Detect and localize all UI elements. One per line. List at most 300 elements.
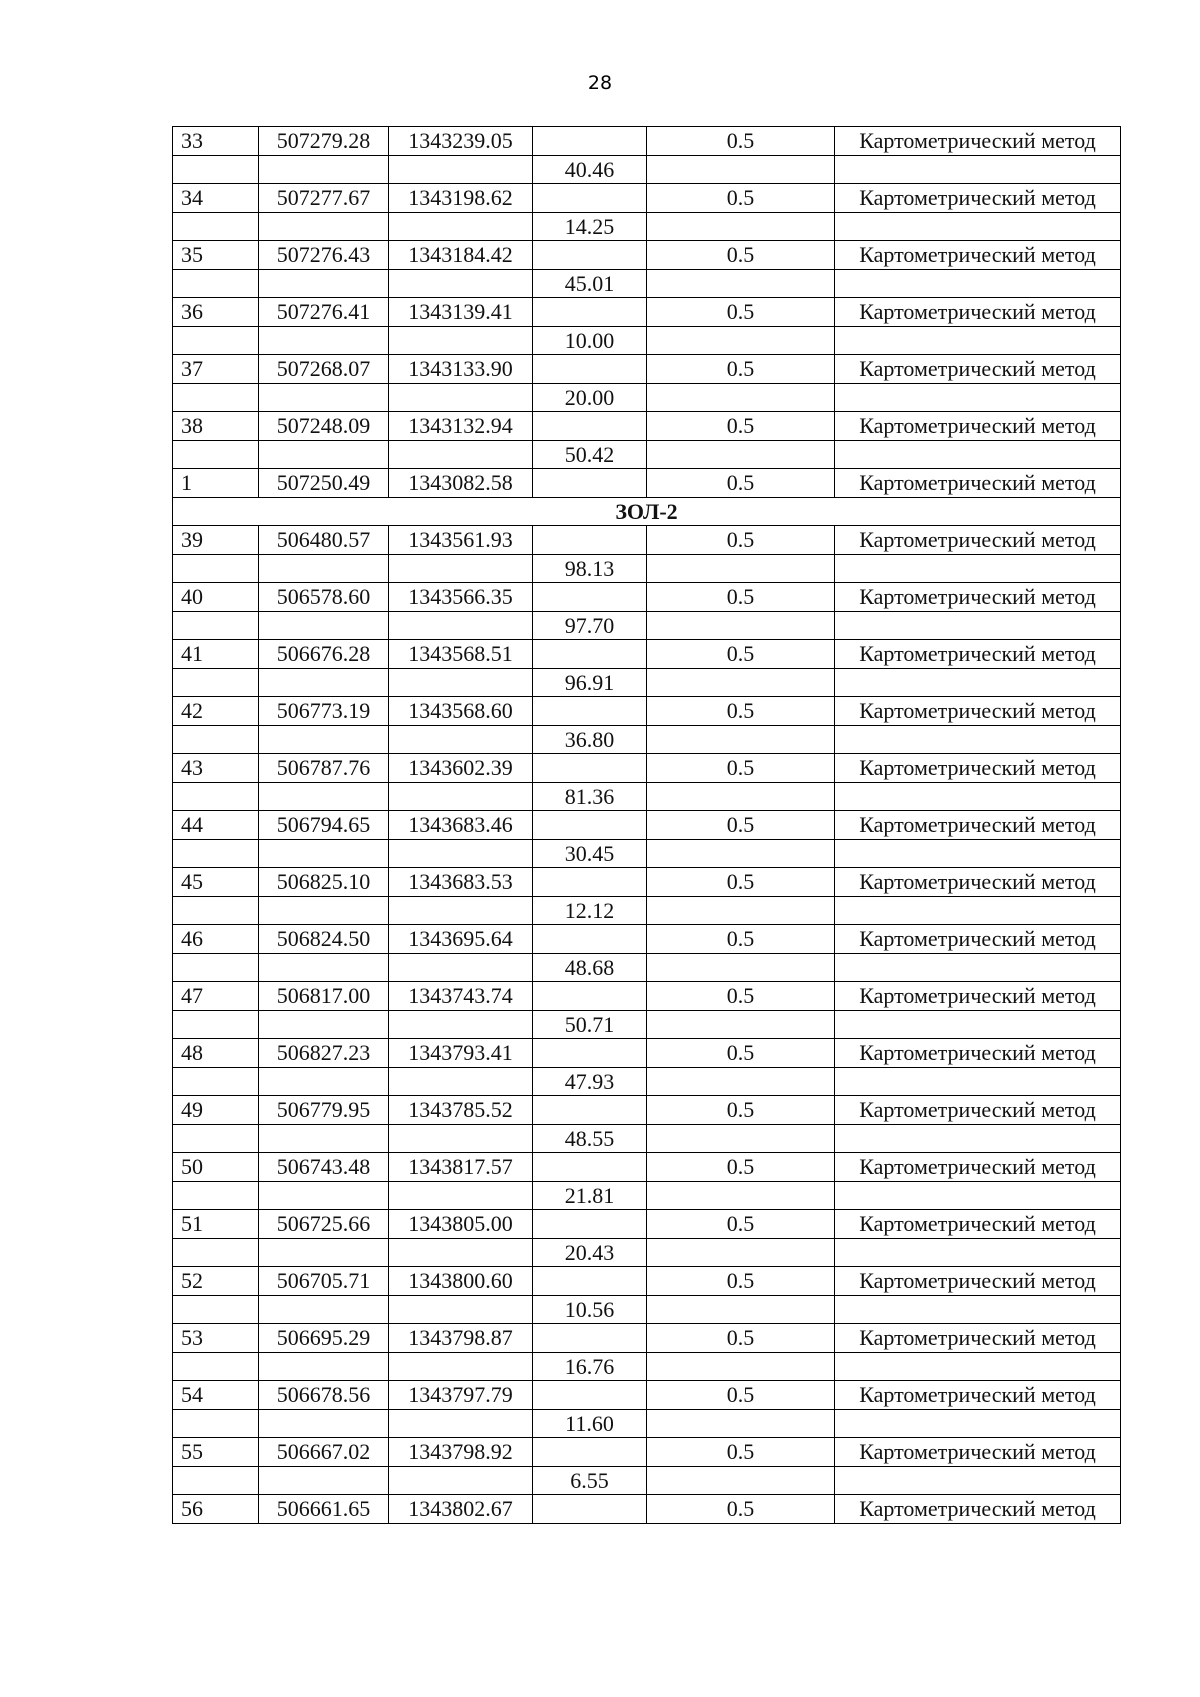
empty-cell bbox=[647, 212, 835, 241]
empty-cell bbox=[389, 1010, 533, 1039]
segment-distance: 21.81 bbox=[533, 1181, 647, 1210]
empty-cell bbox=[173, 1409, 259, 1438]
empty-cell bbox=[173, 383, 259, 412]
segment-distance: 16.76 bbox=[533, 1352, 647, 1381]
point-row bbox=[173, 1039, 1121, 1068]
coord-x: 506480.57 bbox=[259, 526, 389, 555]
point-number: 33 bbox=[173, 127, 259, 156]
coord-x: 506794.65 bbox=[259, 811, 389, 840]
empty-cell bbox=[173, 668, 259, 697]
method-name: Картометрический метод bbox=[835, 355, 1121, 384]
point-number: 35 bbox=[173, 241, 259, 270]
empty-cell bbox=[647, 611, 835, 640]
empty-cell bbox=[647, 269, 835, 298]
empty-cell bbox=[389, 1124, 533, 1153]
empty-cell bbox=[173, 611, 259, 640]
empty-cell bbox=[259, 1124, 389, 1153]
accuracy-value: 0.5 bbox=[647, 1324, 835, 1353]
point-row bbox=[173, 1267, 1121, 1296]
accuracy-value: 0.5 bbox=[647, 127, 835, 156]
point-number: 37 bbox=[173, 355, 259, 384]
method-name: Картометрический метод bbox=[835, 1096, 1121, 1125]
empty-cell bbox=[173, 269, 259, 298]
point-row bbox=[173, 868, 1121, 897]
method-name: Картометрический метод bbox=[835, 925, 1121, 954]
coord-y: 1343797.79 bbox=[389, 1381, 533, 1410]
empty-cell bbox=[835, 1409, 1121, 1438]
point-row bbox=[173, 298, 1121, 327]
empty-cell bbox=[173, 1067, 259, 1096]
distance-blank bbox=[533, 1495, 647, 1524]
empty-cell bbox=[173, 326, 259, 355]
empty-cell bbox=[259, 1238, 389, 1267]
accuracy-value: 0.5 bbox=[647, 412, 835, 441]
empty-cell bbox=[835, 1466, 1121, 1495]
coord-x: 507248.09 bbox=[259, 412, 389, 441]
method-name: Картометрический метод bbox=[835, 697, 1121, 726]
method-name: Картометрический метод bbox=[835, 127, 1121, 156]
accuracy-value: 0.5 bbox=[647, 697, 835, 726]
coord-x: 506705.71 bbox=[259, 1267, 389, 1296]
empty-cell bbox=[647, 554, 835, 583]
method-name: Картометрический метод bbox=[835, 868, 1121, 897]
empty-cell bbox=[835, 383, 1121, 412]
empty-cell bbox=[647, 896, 835, 925]
empty-cell bbox=[647, 1010, 835, 1039]
empty-cell bbox=[647, 1409, 835, 1438]
segment-distance: 48.68 bbox=[533, 953, 647, 982]
accuracy-value: 0.5 bbox=[647, 1438, 835, 1467]
method-name: Картометрический метод bbox=[835, 1267, 1121, 1296]
point-row bbox=[173, 184, 1121, 213]
point-number: 39 bbox=[173, 526, 259, 555]
method-name: Картометрический метод bbox=[835, 811, 1121, 840]
coord-x: 506779.95 bbox=[259, 1096, 389, 1125]
empty-cell bbox=[647, 1295, 835, 1324]
distance-row bbox=[173, 1466, 1121, 1495]
point-row bbox=[173, 811, 1121, 840]
point-number: 40 bbox=[173, 583, 259, 612]
empty-cell bbox=[259, 212, 389, 241]
segment-distance: 96.91 bbox=[533, 668, 647, 697]
point-row bbox=[173, 1153, 1121, 1182]
distance-blank bbox=[533, 982, 647, 1011]
distance-blank bbox=[533, 355, 647, 384]
distance-row bbox=[173, 155, 1121, 184]
accuracy-value: 0.5 bbox=[647, 355, 835, 384]
empty-cell bbox=[173, 212, 259, 241]
empty-cell bbox=[835, 1181, 1121, 1210]
distance-blank bbox=[533, 1267, 647, 1296]
empty-cell bbox=[259, 155, 389, 184]
coord-y: 1343802.67 bbox=[389, 1495, 533, 1524]
coord-x: 506773.19 bbox=[259, 697, 389, 726]
distance-row bbox=[173, 782, 1121, 811]
distance-row bbox=[173, 1181, 1121, 1210]
distance-row bbox=[173, 896, 1121, 925]
empty-cell bbox=[835, 440, 1121, 469]
coord-y: 1343798.92 bbox=[389, 1438, 533, 1467]
distance-row bbox=[173, 212, 1121, 241]
accuracy-value: 0.5 bbox=[647, 469, 835, 498]
empty-cell bbox=[647, 383, 835, 412]
empty-cell bbox=[835, 269, 1121, 298]
point-number: 54 bbox=[173, 1381, 259, 1410]
empty-cell bbox=[389, 383, 533, 412]
empty-cell bbox=[835, 212, 1121, 241]
method-name: Картометрический метод bbox=[835, 1438, 1121, 1467]
empty-cell bbox=[647, 440, 835, 469]
empty-cell bbox=[259, 269, 389, 298]
empty-cell bbox=[173, 782, 259, 811]
point-row bbox=[173, 241, 1121, 270]
segment-distance: 48.55 bbox=[533, 1124, 647, 1153]
point-row bbox=[173, 526, 1121, 555]
empty-cell bbox=[389, 269, 533, 298]
coord-x: 506661.65 bbox=[259, 1495, 389, 1524]
coord-y: 1343602.39 bbox=[389, 754, 533, 783]
empty-cell bbox=[647, 1124, 835, 1153]
segment-distance: 98.13 bbox=[533, 554, 647, 583]
point-number: 55 bbox=[173, 1438, 259, 1467]
point-number: 36 bbox=[173, 298, 259, 327]
empty-cell bbox=[173, 839, 259, 868]
empty-cell bbox=[259, 1295, 389, 1324]
coord-y: 1343800.60 bbox=[389, 1267, 533, 1296]
point-number: 51 bbox=[173, 1210, 259, 1239]
coord-y: 1343566.35 bbox=[389, 583, 533, 612]
method-name: Картометрический метод bbox=[835, 583, 1121, 612]
point-row bbox=[173, 925, 1121, 954]
distance-blank bbox=[533, 1381, 647, 1410]
distance-row bbox=[173, 1295, 1121, 1324]
distance-row bbox=[173, 1352, 1121, 1381]
coord-y: 1343139.41 bbox=[389, 298, 533, 327]
method-name: Картометрический метод bbox=[835, 1153, 1121, 1182]
coord-x: 506827.23 bbox=[259, 1039, 389, 1068]
accuracy-value: 0.5 bbox=[647, 526, 835, 555]
distance-blank bbox=[533, 754, 647, 783]
accuracy-value: 0.5 bbox=[647, 1039, 835, 1068]
point-row bbox=[173, 754, 1121, 783]
distance-blank bbox=[533, 1039, 647, 1068]
distance-row bbox=[173, 1124, 1121, 1153]
coord-x: 507276.43 bbox=[259, 241, 389, 270]
empty-cell bbox=[835, 155, 1121, 184]
empty-cell bbox=[389, 782, 533, 811]
coord-x: 506824.50 bbox=[259, 925, 389, 954]
empty-cell bbox=[259, 782, 389, 811]
distance-blank bbox=[533, 811, 647, 840]
empty-cell bbox=[173, 155, 259, 184]
segment-distance: 12.12 bbox=[533, 896, 647, 925]
empty-cell bbox=[259, 326, 389, 355]
segment-distance: 50.71 bbox=[533, 1010, 647, 1039]
empty-cell bbox=[647, 839, 835, 868]
accuracy-value: 0.5 bbox=[647, 1267, 835, 1296]
empty-cell bbox=[173, 1466, 259, 1495]
segment-distance: 20.00 bbox=[533, 383, 647, 412]
accuracy-value: 0.5 bbox=[647, 811, 835, 840]
distance-row bbox=[173, 725, 1121, 754]
point-number: 41 bbox=[173, 640, 259, 669]
distance-row bbox=[173, 326, 1121, 355]
empty-cell bbox=[389, 1295, 533, 1324]
empty-cell bbox=[647, 1181, 835, 1210]
coord-y: 1343568.60 bbox=[389, 697, 533, 726]
point-number: 38 bbox=[173, 412, 259, 441]
accuracy-value: 0.5 bbox=[647, 298, 835, 327]
point-number: 56 bbox=[173, 1495, 259, 1524]
method-name: Картометрический метод bbox=[835, 412, 1121, 441]
distance-blank bbox=[533, 1153, 647, 1182]
coord-x: 506676.28 bbox=[259, 640, 389, 669]
point-number: 42 bbox=[173, 697, 259, 726]
empty-cell bbox=[173, 1295, 259, 1324]
coord-x: 506817.00 bbox=[259, 982, 389, 1011]
empty-cell bbox=[389, 668, 533, 697]
accuracy-value: 0.5 bbox=[647, 1381, 835, 1410]
empty-cell bbox=[259, 668, 389, 697]
segment-distance: 36.80 bbox=[533, 725, 647, 754]
distance-blank bbox=[533, 1438, 647, 1467]
point-number: 46 bbox=[173, 925, 259, 954]
coord-x: 506667.02 bbox=[259, 1438, 389, 1467]
coord-x: 507268.07 bbox=[259, 355, 389, 384]
point-row bbox=[173, 1210, 1121, 1239]
coord-y: 1343743.74 bbox=[389, 982, 533, 1011]
distance-blank bbox=[533, 697, 647, 726]
distance-blank bbox=[533, 1096, 647, 1125]
coord-y: 1343133.90 bbox=[389, 355, 533, 384]
section-header-row bbox=[173, 497, 1121, 526]
coord-y: 1343785.52 bbox=[389, 1096, 533, 1125]
method-name: Картометрический метод bbox=[835, 184, 1121, 213]
point-number: 44 bbox=[173, 811, 259, 840]
distance-row bbox=[173, 1409, 1121, 1438]
segment-distance: 45.01 bbox=[533, 269, 647, 298]
coord-x: 506578.60 bbox=[259, 583, 389, 612]
point-row bbox=[173, 1381, 1121, 1410]
empty-cell bbox=[389, 1466, 533, 1495]
empty-cell bbox=[259, 611, 389, 640]
empty-cell bbox=[647, 1238, 835, 1267]
segment-distance: 14.25 bbox=[533, 212, 647, 241]
segment-distance: 30.45 bbox=[533, 839, 647, 868]
empty-cell bbox=[835, 326, 1121, 355]
empty-cell bbox=[259, 440, 389, 469]
empty-cell bbox=[835, 782, 1121, 811]
empty-cell bbox=[389, 1352, 533, 1381]
point-row bbox=[173, 1495, 1121, 1524]
segment-distance: 50.42 bbox=[533, 440, 647, 469]
distance-blank bbox=[533, 298, 647, 327]
point-row bbox=[173, 583, 1121, 612]
empty-cell bbox=[259, 554, 389, 583]
method-name: Картометрический метод bbox=[835, 241, 1121, 270]
empty-cell bbox=[259, 1352, 389, 1381]
coord-y: 1343239.05 bbox=[389, 127, 533, 156]
distance-row bbox=[173, 383, 1121, 412]
distance-blank bbox=[533, 925, 647, 954]
distance-blank bbox=[533, 640, 647, 669]
coord-y: 1343798.87 bbox=[389, 1324, 533, 1353]
distance-blank bbox=[533, 1210, 647, 1239]
coord-x: 506725.66 bbox=[259, 1210, 389, 1239]
empty-cell bbox=[173, 953, 259, 982]
point-row bbox=[173, 469, 1121, 498]
distance-blank bbox=[533, 184, 647, 213]
coord-x: 506825.10 bbox=[259, 868, 389, 897]
empty-cell bbox=[173, 725, 259, 754]
distance-row bbox=[173, 269, 1121, 298]
method-name: Картометрический метод bbox=[835, 1495, 1121, 1524]
empty-cell bbox=[173, 1352, 259, 1381]
coord-y: 1343695.64 bbox=[389, 925, 533, 954]
point-row bbox=[173, 697, 1121, 726]
empty-cell bbox=[835, 1295, 1121, 1324]
empty-cell bbox=[835, 1238, 1121, 1267]
coord-x: 507276.41 bbox=[259, 298, 389, 327]
empty-cell bbox=[835, 953, 1121, 982]
distance-row bbox=[173, 1067, 1121, 1096]
accuracy-value: 0.5 bbox=[647, 640, 835, 669]
coord-y: 1343568.51 bbox=[389, 640, 533, 669]
coord-x: 506695.29 bbox=[259, 1324, 389, 1353]
distance-blank bbox=[533, 127, 647, 156]
accuracy-value: 0.5 bbox=[647, 1096, 835, 1125]
empty-cell bbox=[389, 1067, 533, 1096]
method-name: Картометрический метод bbox=[835, 640, 1121, 669]
empty-cell bbox=[647, 1352, 835, 1381]
empty-cell bbox=[173, 1238, 259, 1267]
empty-cell bbox=[259, 1181, 389, 1210]
accuracy-value: 0.5 bbox=[647, 754, 835, 783]
segment-distance: 10.56 bbox=[533, 1295, 647, 1324]
empty-cell bbox=[389, 212, 533, 241]
coord-x: 506678.56 bbox=[259, 1381, 389, 1410]
accuracy-value: 0.5 bbox=[647, 925, 835, 954]
empty-cell bbox=[389, 326, 533, 355]
empty-cell bbox=[173, 1124, 259, 1153]
method-name: Картометрический метод bbox=[835, 1381, 1121, 1410]
point-row bbox=[173, 412, 1121, 441]
distance-blank bbox=[533, 583, 647, 612]
empty-cell bbox=[259, 839, 389, 868]
empty-cell bbox=[389, 1238, 533, 1267]
empty-cell bbox=[835, 725, 1121, 754]
method-name: Картометрический метод bbox=[835, 1210, 1121, 1239]
distance-row bbox=[173, 611, 1121, 640]
empty-cell bbox=[647, 953, 835, 982]
empty-cell bbox=[173, 1181, 259, 1210]
coord-x: 507279.28 bbox=[259, 127, 389, 156]
accuracy-value: 0.5 bbox=[647, 1153, 835, 1182]
coord-x: 507250.49 bbox=[259, 469, 389, 498]
empty-cell bbox=[647, 326, 835, 355]
empty-cell bbox=[259, 725, 389, 754]
empty-cell bbox=[647, 668, 835, 697]
point-number: 52 bbox=[173, 1267, 259, 1296]
empty-cell bbox=[389, 839, 533, 868]
accuracy-value: 0.5 bbox=[647, 583, 835, 612]
distance-blank bbox=[533, 241, 647, 270]
section-title: ЗОЛ-2 bbox=[173, 497, 1121, 526]
coord-y: 1343817.57 bbox=[389, 1153, 533, 1182]
point-row bbox=[173, 355, 1121, 384]
distance-blank bbox=[533, 412, 647, 441]
empty-cell bbox=[647, 1067, 835, 1096]
coord-y: 1343132.94 bbox=[389, 412, 533, 441]
coord-x: 506787.76 bbox=[259, 754, 389, 783]
method-name: Картометрический метод bbox=[835, 298, 1121, 327]
empty-cell bbox=[259, 1409, 389, 1438]
method-name: Картометрический метод bbox=[835, 754, 1121, 783]
empty-cell bbox=[835, 1067, 1121, 1096]
empty-cell bbox=[835, 668, 1121, 697]
point-row bbox=[173, 982, 1121, 1011]
empty-cell bbox=[647, 1466, 835, 1495]
coordinates-table-body bbox=[173, 127, 1121, 1524]
accuracy-value: 0.5 bbox=[647, 868, 835, 897]
segment-distance: 47.93 bbox=[533, 1067, 647, 1096]
coord-y: 1343184.42 bbox=[389, 241, 533, 270]
empty-cell bbox=[259, 1010, 389, 1039]
method-name: Картометрический метод bbox=[835, 1039, 1121, 1068]
empty-cell bbox=[389, 896, 533, 925]
method-name: Картометрический метод bbox=[835, 1324, 1121, 1353]
coord-y: 1343793.41 bbox=[389, 1039, 533, 1068]
accuracy-value: 0.5 bbox=[647, 982, 835, 1011]
accuracy-value: 0.5 bbox=[647, 1210, 835, 1239]
point-number: 48 bbox=[173, 1039, 259, 1068]
empty-cell bbox=[835, 1010, 1121, 1039]
empty-cell bbox=[835, 839, 1121, 868]
point-number: 34 bbox=[173, 184, 259, 213]
distance-blank bbox=[533, 526, 647, 555]
point-row bbox=[173, 1438, 1121, 1467]
distance-row bbox=[173, 953, 1121, 982]
empty-cell bbox=[389, 1409, 533, 1438]
distance-row bbox=[173, 1238, 1121, 1267]
empty-cell bbox=[389, 554, 533, 583]
empty-cell bbox=[389, 953, 533, 982]
point-number: 47 bbox=[173, 982, 259, 1011]
empty-cell bbox=[173, 440, 259, 469]
empty-cell bbox=[835, 554, 1121, 583]
segment-distance: 81.36 bbox=[533, 782, 647, 811]
empty-cell bbox=[389, 155, 533, 184]
point-row bbox=[173, 1096, 1121, 1125]
point-row bbox=[173, 640, 1121, 669]
point-number: 50 bbox=[173, 1153, 259, 1182]
empty-cell bbox=[389, 1181, 533, 1210]
coord-x: 506743.48 bbox=[259, 1153, 389, 1182]
point-row bbox=[173, 1324, 1121, 1353]
accuracy-value: 0.5 bbox=[647, 1495, 835, 1524]
empty-cell bbox=[259, 1067, 389, 1096]
distance-row bbox=[173, 839, 1121, 868]
empty-cell bbox=[835, 1124, 1121, 1153]
empty-cell bbox=[647, 782, 835, 811]
method-name: Картометрический метод bbox=[835, 469, 1121, 498]
method-name: Картометрический метод bbox=[835, 982, 1121, 1011]
point-number: 45 bbox=[173, 868, 259, 897]
distance-blank bbox=[533, 1324, 647, 1353]
empty-cell bbox=[389, 611, 533, 640]
empty-cell bbox=[835, 1352, 1121, 1381]
coord-y: 1343198.62 bbox=[389, 184, 533, 213]
